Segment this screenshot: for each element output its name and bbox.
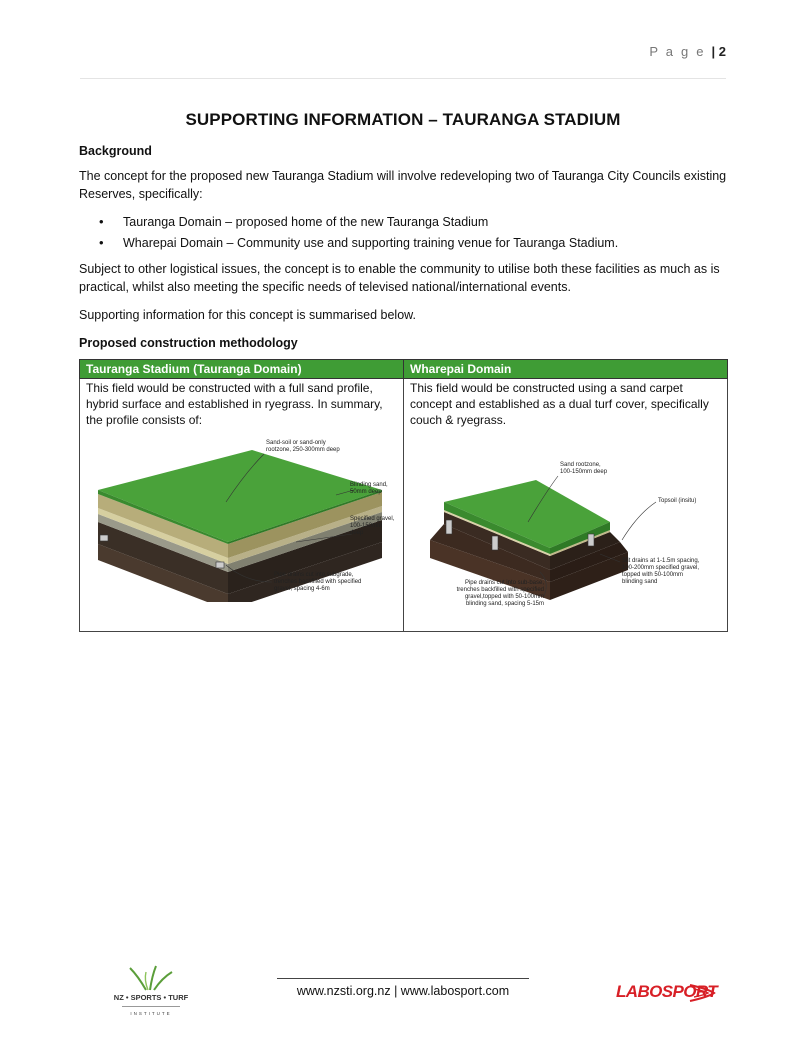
page-separator: | [711, 44, 716, 59]
nz-logo-text: NZ • SPORTS • TURF [113, 993, 189, 1002]
pipe-drains-label: Pipe drains cut into sub-base, trenches backfilled with specified gravel,topped with 50-100mm blinding sand, spacing 5-15m [456, 580, 544, 607]
page-number: 2 [718, 44, 726, 59]
blinding-sand-label: Blinding sand, 50mm deep [350, 482, 388, 495]
domain-list [79, 213, 729, 252]
nz-logo-subtitle: INSTITUTE [130, 1011, 172, 1016]
column-header-wharepai: Wharepai Domain [404, 360, 728, 379]
footer-links: www.nzsti.org.nz | www.labosport.com [296, 984, 510, 998]
background-heading: Background [79, 144, 152, 158]
document-title: SUPPORTING INFORMATION – TAURANGA STADIUM [185, 110, 621, 129]
header-divider [80, 78, 726, 79]
labosport-logo-text: LABOSPORT [616, 982, 718, 1001]
tauranga-cell [80, 379, 404, 632]
sand-rootzone-label: Sand rootzone, 100-150mm deep [560, 462, 608, 475]
background-intro: The concept for the proposed new Tauranga Stadium will involve redeveloping two of Tauranga City Councils existing Reserves, specifically: [79, 169, 727, 201]
rootzone-label: Sand-soil or sand-only rootzone, 250-300mm deep [266, 440, 340, 453]
column-header-tauranga: Tauranga Stadium (Tauranga Domain) [80, 360, 404, 379]
swoosh-icon [688, 981, 718, 1005]
gravel-label: Specified gravel, 100-150mm deep [350, 516, 395, 536]
tauranga-description: This field would be constructed with a full sand profile, hybrid surface and established in ryegrass. In summary, the profile consists of: [86, 381, 383, 427]
page-header [649, 44, 726, 59]
list-item: • Wharepai Domain – Community use and supporting training venue for Tauranga Stadium. [123, 234, 729, 252]
wharepai-profile-diagram [410, 432, 720, 612]
slit-drains-label: Slit drains at 1-1.5m spacing, 100-200mm specified gravel, topped with 50-100mm blinding sand [622, 558, 700, 585]
footer-divider [277, 978, 529, 979]
background-paragraph: Subject to other logistical issues, the concept is to enable the community to utilise both these facilities as much as is practical, whilst also meeting the specific needs of televised national/international events. [79, 262, 720, 294]
page-label: P a g e [649, 44, 706, 59]
tauranga-profile-diagram [86, 432, 398, 602]
methodology-table [79, 359, 728, 632]
wharepai-cell [404, 379, 728, 632]
pipe-drains-label: Pipe drains cut into subgrade, trenches backfilled with specified gravel, spacing 4-6m [274, 572, 362, 592]
document-body [79, 142, 729, 632]
topsoil-label: Topsoil (insitu) [658, 498, 697, 504]
list-item: • Tauranga Domain – proposed home of the new Tauranga Stadium [123, 213, 729, 231]
labosport-logo [616, 975, 716, 1009]
summary-paragraph: Supporting information for this concept is summarised below. [79, 308, 416, 322]
methodology-heading: Proposed construction methodology [79, 336, 298, 350]
wharepai-description: This field would be constructed using a sand carpet concept and established as a dual turf cover, specifically couch & ryegrass. [410, 381, 709, 427]
